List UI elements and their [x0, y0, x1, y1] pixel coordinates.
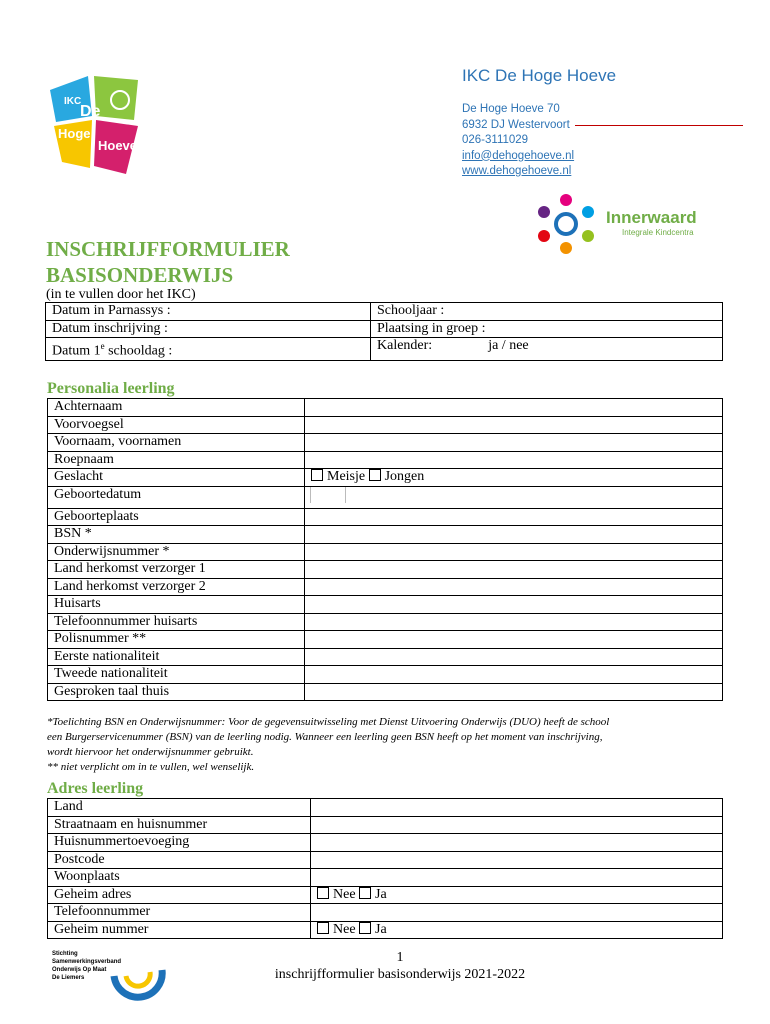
checkbox-icon[interactable]	[317, 922, 329, 934]
table-row	[48, 434, 723, 452]
meisje-option[interactable]	[311, 469, 365, 484]
nee-option[interactable]	[317, 887, 356, 902]
field-label: Huisnummertoevoeging	[48, 834, 311, 852]
admin-field-schooldag[interactable]: Datum 1e schooldag :	[46, 338, 371, 361]
table-row	[48, 469, 723, 487]
page-footer	[200, 949, 600, 983]
note-line: ** niet verplicht om in te vullen, wel wenselijk.	[47, 761, 255, 773]
field-value[interactable]	[305, 666, 723, 684]
personalia-table	[47, 398, 723, 701]
admin-field-groep[interactable]: Plaatsing in groep :	[371, 320, 723, 338]
table-row	[48, 578, 723, 596]
admin-field-parnassys[interactable]: Datum in Parnassys :	[46, 303, 371, 321]
table-row	[48, 869, 723, 887]
field-value[interactable]	[305, 648, 723, 666]
field-value[interactable]	[305, 613, 723, 631]
table-row	[48, 851, 723, 869]
table-row	[48, 561, 723, 579]
innerwaard-name: Innerwaard	[606, 208, 697, 227]
field-label: Achternaam	[48, 399, 305, 417]
nee-option[interactable]	[317, 922, 356, 937]
innerwaard-tagline: Integrale Kindcentra	[622, 228, 694, 237]
school-name: IKC De Hoge Hoeve	[462, 66, 617, 85]
field-label: Geheim adres	[48, 886, 311, 904]
admin-table	[45, 302, 723, 361]
checkbox-icon[interactable]	[359, 922, 371, 934]
admin-field-schooljaar[interactable]: Schooljaar :	[371, 303, 723, 321]
checkbox-icon[interactable]	[317, 887, 329, 899]
field-label: Telefoonnummer huisarts	[48, 613, 305, 631]
table-row	[48, 508, 723, 526]
admin-field-inschrijving[interactable]: Datum inschrijving :	[46, 320, 371, 338]
contact-block	[462, 66, 616, 180]
adres-table	[47, 798, 723, 939]
field-label: Onderwijsnummer *	[48, 543, 305, 561]
table-row	[48, 799, 723, 817]
kalender-label: Kalender:	[377, 338, 433, 353]
field-label: Geboorteplaats	[48, 508, 305, 526]
ja-label: Ja	[375, 921, 387, 937]
field-value[interactable]	[305, 631, 723, 649]
table-row	[48, 596, 723, 614]
field-label: Postcode	[48, 851, 311, 869]
table-row	[46, 303, 723, 321]
kalender-options[interactable]: ja / nee	[488, 338, 529, 353]
table-row	[48, 613, 723, 631]
field-label: Geslacht	[48, 469, 305, 487]
table-row	[48, 666, 723, 684]
school-logo	[46, 70, 146, 178]
field-label: Gesproken taal thuis	[48, 683, 305, 701]
form-title	[46, 236, 290, 288]
red-underline	[575, 125, 743, 126]
table-row	[48, 886, 723, 904]
field-value[interactable]	[311, 834, 723, 852]
nee-label: Nee	[333, 886, 356, 902]
phone-number: 026-3111029	[462, 134, 529, 146]
field-label: Telefoonnummer	[48, 904, 311, 922]
field-label: Eerste nationaliteit	[48, 648, 305, 666]
field-value[interactable]	[305, 416, 723, 434]
field-label: Tweede nationaliteit	[48, 666, 305, 684]
address-line-2: 6932 DJ Westervoort	[462, 118, 570, 131]
field-value[interactable]	[305, 561, 723, 579]
admin-field-kalender[interactable]	[371, 338, 723, 361]
field-label: Land herkomst verzorger 1	[48, 561, 305, 579]
table-row	[48, 416, 723, 434]
org-logo-text: Samenwerkingsverband	[52, 959, 122, 965]
nee-label: Nee	[333, 921, 356, 937]
logo-text-hoeve: Hoeve	[98, 138, 138, 153]
field-label: BSN *	[48, 526, 305, 544]
checkbox-icon[interactable]	[369, 469, 381, 481]
checkbox-icon[interactable]	[359, 887, 371, 899]
note-line: *Toelichting BSN en Onderwijsnummer: Voor de gegevensuitwisseling met Dienst Uitvoering Onderwijs (DUO) heeft de school	[47, 716, 610, 728]
logo-text-de: De	[80, 103, 101, 120]
note-line: een Burgerservicenummer (BSN) van de leerling nodig. Wanneer een leerling geen BSN heeft op het moment van inschrijving,	[47, 731, 603, 743]
table-row	[48, 683, 723, 701]
jongen-label: Jongen	[384, 469, 425, 484]
field-value[interactable]	[305, 683, 723, 701]
field-label: Voornaam, voornamen	[48, 434, 305, 452]
field-value[interactable]	[305, 526, 723, 544]
page-number: 1	[396, 950, 404, 965]
checkbox-icon[interactable]	[311, 469, 323, 481]
field-value[interactable]	[305, 451, 723, 469]
field-value[interactable]	[305, 486, 723, 508]
innerwaard-logo	[530, 190, 730, 256]
form-subtitle: (in te vullen door het IKC)	[46, 287, 196, 302]
table-row	[48, 834, 723, 852]
table-row	[46, 338, 723, 361]
table-row	[48, 451, 723, 469]
table-row	[48, 648, 723, 666]
address-line-1: De Hoge Hoeve 70	[462, 103, 560, 115]
field-label: Woonplaats	[48, 869, 311, 887]
field-label: Straatnaam en huisnummer	[48, 816, 311, 834]
footer-caption: inschrijfformulier basisonderwijs 2021-2022	[274, 967, 526, 982]
table-row	[48, 631, 723, 649]
field-value[interactable]	[311, 799, 723, 817]
note-line: wordt hiervoor het onderwijsnummer gebruikt.	[47, 746, 254, 758]
table-row	[48, 399, 723, 417]
personalia-heading: Personalia leerling	[47, 380, 175, 397]
table-row	[48, 526, 723, 544]
logo-text-ikc: IKC	[64, 96, 82, 107]
field-value[interactable]	[305, 543, 723, 561]
org-logo-text: De Liemers	[52, 975, 85, 981]
field-label: Voorvoegsel	[48, 416, 305, 434]
table-row	[48, 486, 723, 508]
innerwaard-emblem-icon	[530, 190, 602, 256]
org-logo	[52, 950, 182, 1006]
meisje-label: Meisje	[327, 469, 366, 484]
form-title-line-2: BASISONDERWIJS	[46, 263, 234, 287]
ja-option[interactable]	[359, 887, 387, 902]
field-label: Land herkomst verzorger 2	[48, 578, 305, 596]
field-value[interactable]	[311, 816, 723, 834]
field-value[interactable]	[311, 904, 723, 922]
field-label: Huisarts	[48, 596, 305, 614]
field-value[interactable]	[311, 921, 723, 939]
table-row	[48, 904, 723, 922]
website-link[interactable]: www.dehogehoeve.nl	[462, 165, 572, 177]
adres-heading: Adres leerling	[47, 780, 144, 797]
ja-label: Ja	[375, 886, 387, 902]
field-label: Roepnaam	[48, 451, 305, 469]
field-value[interactable]	[305, 434, 723, 452]
field-value[interactable]	[311, 886, 723, 904]
logo-text-hoge: Hoge	[58, 126, 91, 141]
field-label: Geheim nummer	[48, 921, 311, 939]
org-logo-text: Onderwijs Op Maat	[52, 967, 107, 973]
email-link[interactable]: info@dehogehoeve.nl	[462, 149, 575, 162]
jongen-option[interactable]	[369, 469, 425, 484]
field-value[interactable]	[311, 851, 723, 869]
table-row	[48, 543, 723, 561]
field-value[interactable]	[305, 469, 723, 487]
date-subfield[interactable]	[310, 487, 346, 503]
field-value[interactable]	[305, 578, 723, 596]
org-logo-text: Stichting	[52, 951, 78, 957]
ja-option[interactable]	[359, 922, 387, 937]
field-label: Geboortedatum	[48, 486, 305, 508]
field-label: Polisnummer **	[48, 631, 305, 649]
table-row	[48, 921, 723, 939]
field-value[interactable]	[305, 596, 723, 614]
field-value[interactable]	[305, 399, 723, 417]
notes-block	[47, 715, 737, 775]
field-value[interactable]	[305, 508, 723, 526]
table-row	[48, 816, 723, 834]
field-value[interactable]	[311, 869, 723, 887]
field-label: Land	[48, 799, 311, 817]
form-title-line-1: INSCHRIJFFORMULIER	[46, 237, 290, 261]
table-row	[46, 320, 723, 338]
